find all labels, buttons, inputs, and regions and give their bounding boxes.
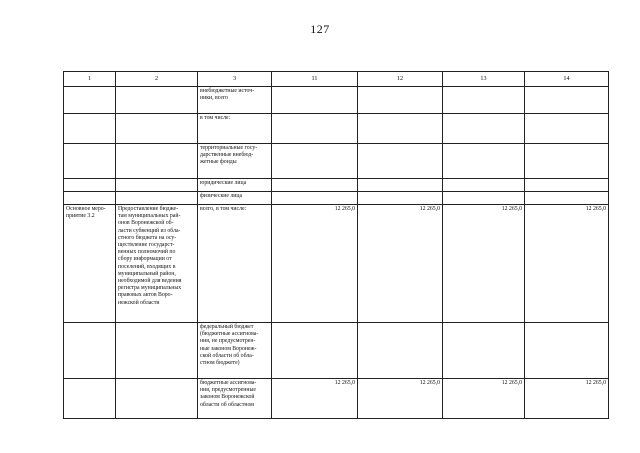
table-cell: 12 265,0 xyxy=(525,379,609,419)
table-cell xyxy=(358,323,443,379)
table-cell xyxy=(443,144,525,179)
table-row xyxy=(64,114,609,144)
table-cell xyxy=(272,323,358,379)
header-cell: 12 xyxy=(358,72,443,87)
table-cell xyxy=(443,179,525,192)
table-cell: внебюджетные источ- ники, всего xyxy=(198,87,272,114)
table-cell xyxy=(116,114,198,144)
table-cell xyxy=(272,179,358,192)
table-cell: бюджетные ассигнова- ния, предусмотренные законом Воронежской области об областном xyxy=(198,379,272,419)
table-cell: 12 265,0 xyxy=(272,379,358,419)
table-cell: 12 265,0 xyxy=(443,379,525,419)
table-cell: всего, в том числе: xyxy=(198,205,272,323)
budget-table xyxy=(63,71,609,419)
table-cell xyxy=(116,87,198,114)
table-cell xyxy=(272,114,358,144)
table-cell xyxy=(443,114,525,144)
header-cell: 11 xyxy=(272,72,358,87)
table-cell: 12 265,0 xyxy=(443,205,525,323)
header-cell: 2 xyxy=(116,72,198,87)
table-cell: 12 265,0 xyxy=(358,205,443,323)
table-cell xyxy=(116,323,198,379)
header-cell: 13 xyxy=(443,72,525,87)
table-cell: 12 265,0 xyxy=(272,205,358,323)
table-cell: территориальные госу- дарственные внебюд- жетные фонды xyxy=(198,144,272,179)
table-cell xyxy=(116,192,198,205)
table-cell xyxy=(358,179,443,192)
table-cell xyxy=(272,144,358,179)
table-cell xyxy=(358,114,443,144)
table-row xyxy=(64,205,609,323)
table-cell xyxy=(358,144,443,179)
table-cell xyxy=(64,87,116,114)
table-cell: Основное меро- приятие 3.2 xyxy=(64,205,116,323)
page-number: 127 xyxy=(310,22,330,36)
table-cell xyxy=(64,379,116,419)
table-row xyxy=(64,87,609,114)
table-cell xyxy=(443,192,525,205)
table-cell xyxy=(272,192,358,205)
table-cell: в том числе: xyxy=(198,114,272,144)
table-cell xyxy=(64,114,116,144)
table-cell xyxy=(64,323,116,379)
table-cell xyxy=(525,192,609,205)
table-cell xyxy=(358,87,443,114)
table-cell: 12 265,0 xyxy=(358,379,443,419)
table-cell xyxy=(116,144,198,179)
table-row xyxy=(64,379,609,419)
table-cell xyxy=(525,144,609,179)
table-cell xyxy=(525,323,609,379)
table-cell: Предоставление бюдже- там муниципальных рай- онов Воронежской об- ласти субвенций из обла- стного бюджета на осу- ществление государст- венных полномочий по сбору информации от поселений, входящих в муниципальный район, необходимой для ведения регистра муниципальных правовых актов Воро- нежской области xyxy=(116,205,198,323)
header-cell: 3 xyxy=(198,72,272,87)
table-cell xyxy=(443,87,525,114)
table-row xyxy=(64,144,609,179)
header-cell: 1 xyxy=(64,72,116,87)
table-cell xyxy=(272,87,358,114)
table-cell: физические лица xyxy=(198,192,272,205)
table-cell xyxy=(64,192,116,205)
table-header-row xyxy=(64,72,609,87)
table-row xyxy=(64,179,609,192)
table-row xyxy=(64,323,609,379)
table-cell xyxy=(116,179,198,192)
table-cell xyxy=(525,179,609,192)
table-cell xyxy=(525,114,609,144)
table-row xyxy=(64,192,609,205)
table-cell: 12 265,0 xyxy=(525,205,609,323)
table-cell xyxy=(525,87,609,114)
table-cell xyxy=(358,192,443,205)
table-cell xyxy=(116,379,198,419)
table-cell xyxy=(64,179,116,192)
table-cell xyxy=(64,144,116,179)
header-cell: 14 xyxy=(525,72,609,87)
table-cell xyxy=(443,323,525,379)
table-cell: юридические лица xyxy=(198,179,272,192)
table-cell: федеральный бюджет (бюджетные ассигнова- ния, не предусмотрен- ные законом Воронеж- ской области об обла- стном бюджете) xyxy=(198,323,272,379)
